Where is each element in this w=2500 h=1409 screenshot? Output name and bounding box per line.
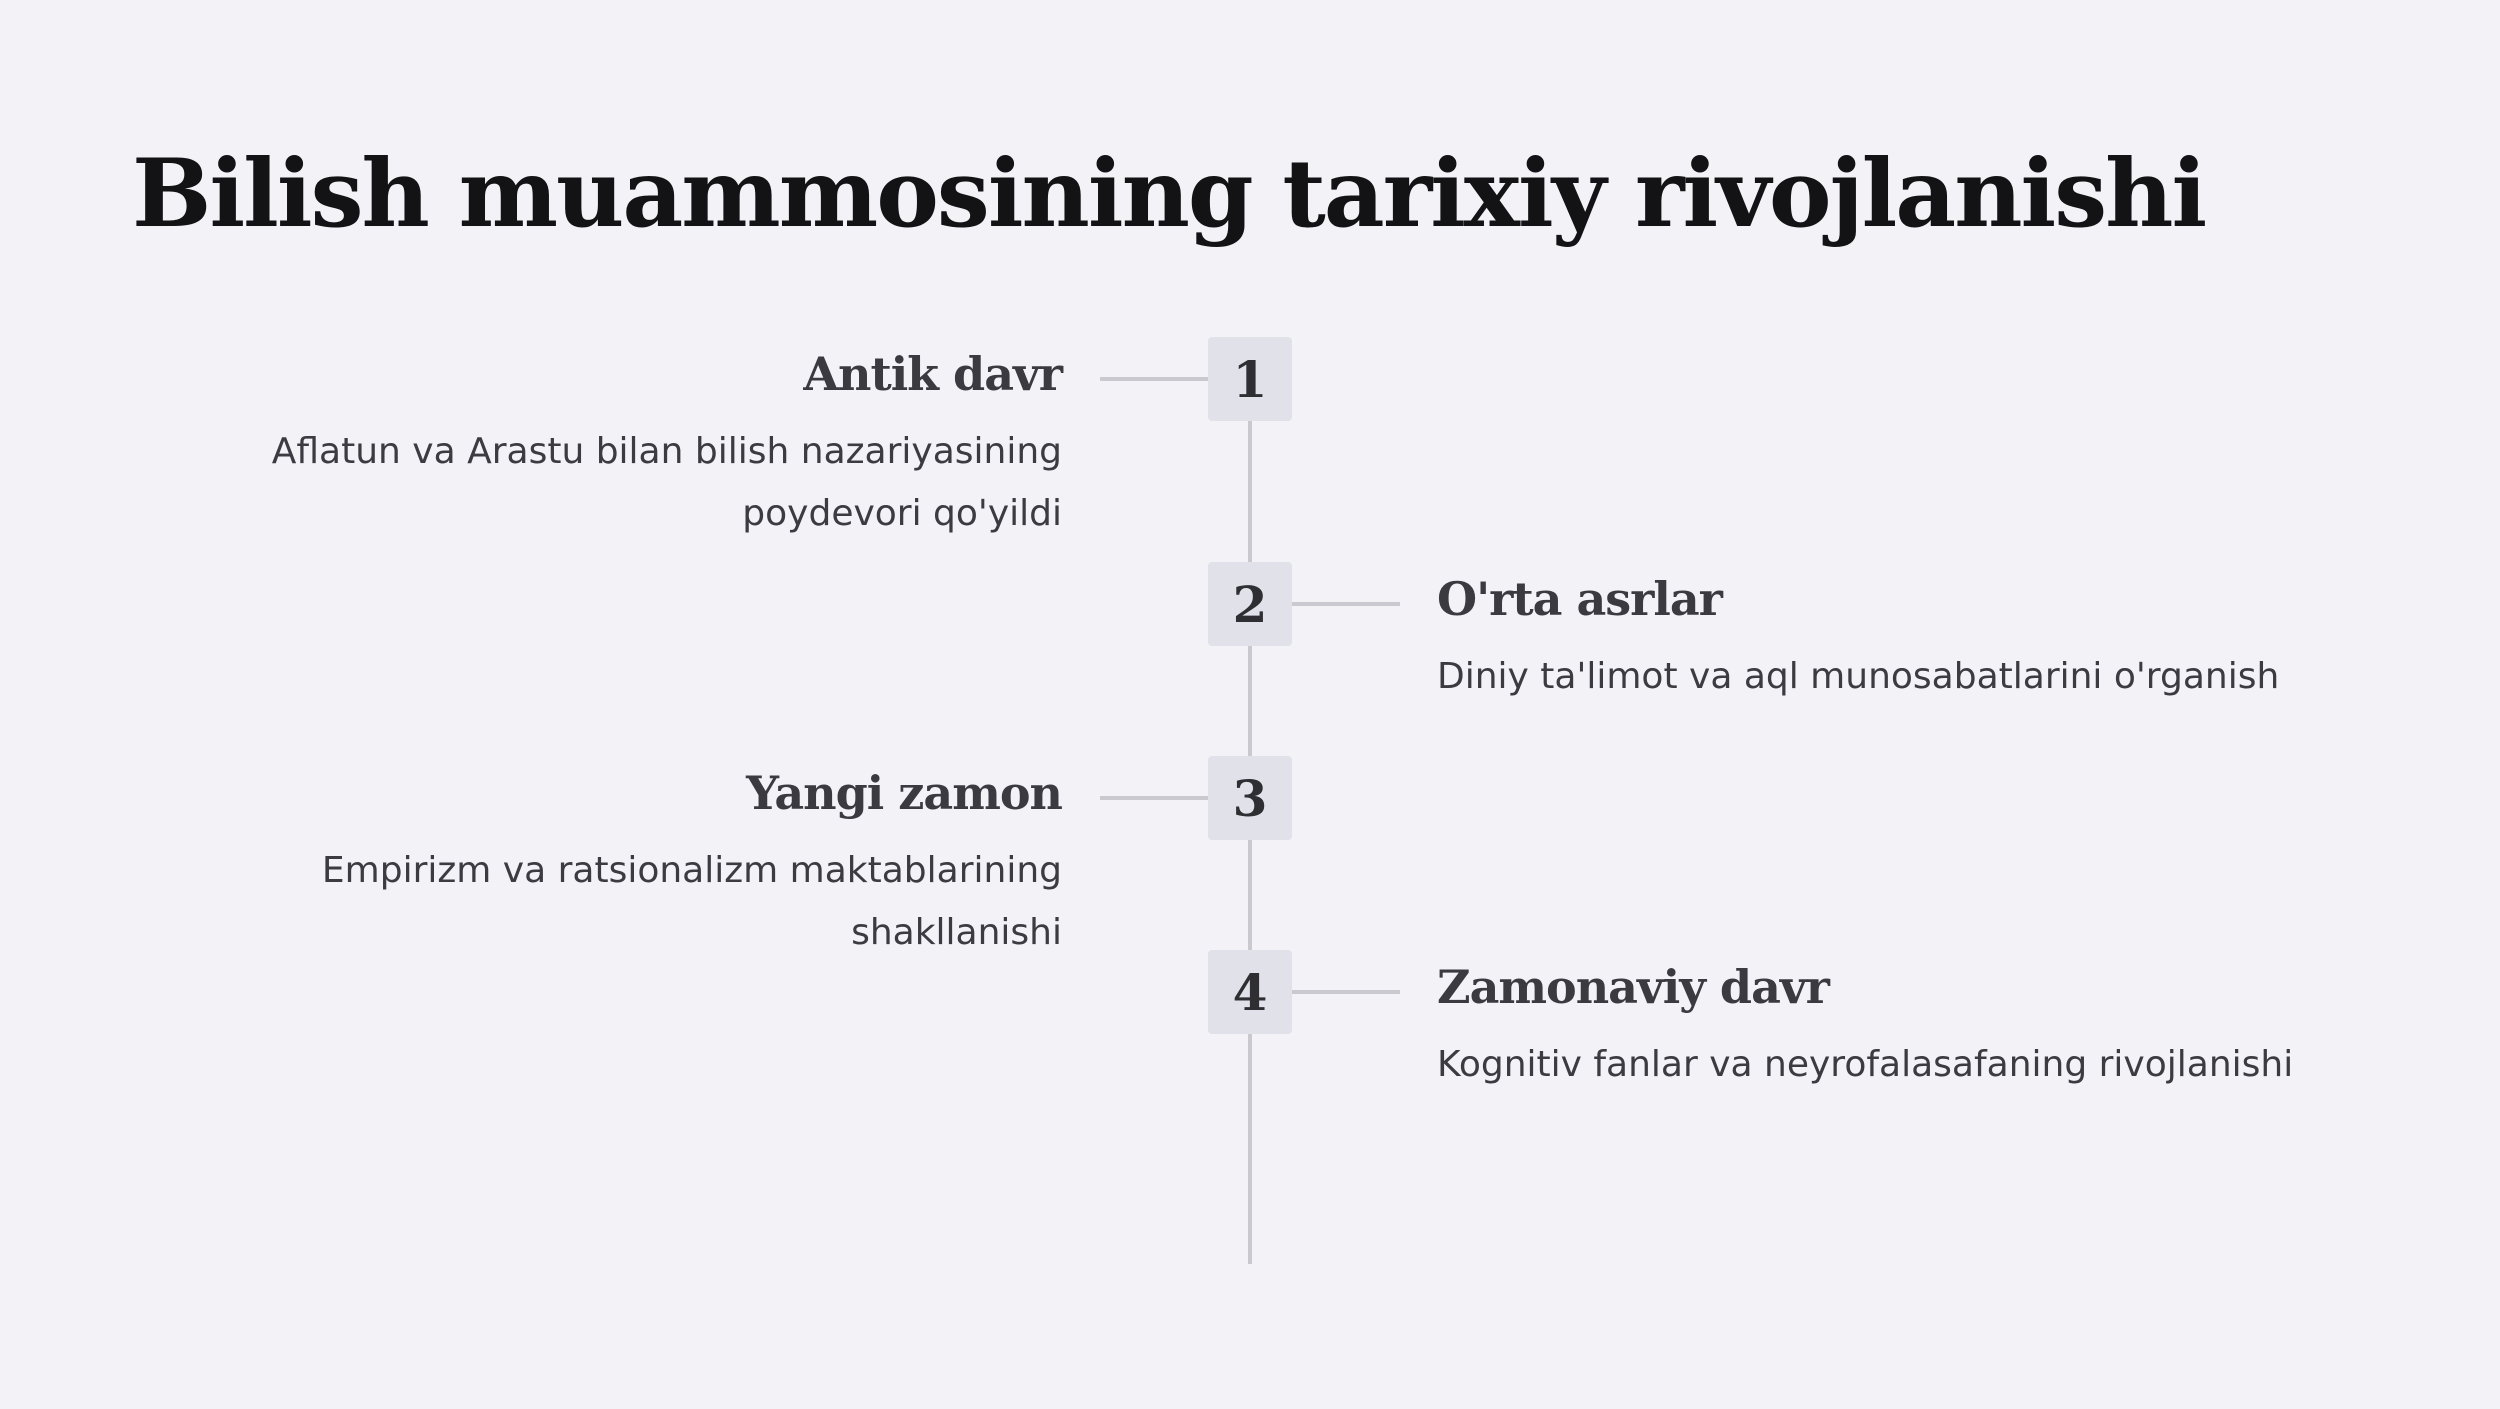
step-number-1: 1 bbox=[1208, 337, 1292, 421]
timeline-item-title: Zamonaviy davr bbox=[1437, 960, 1829, 1014]
connector-3 bbox=[1100, 796, 1208, 800]
timeline-item-title: O'rta asrlar bbox=[1437, 572, 1722, 626]
connector-1 bbox=[1100, 377, 1208, 381]
timeline-item-title: Antik davr bbox=[803, 347, 1062, 401]
connector-4 bbox=[1292, 990, 1400, 994]
connector-2 bbox=[1292, 602, 1400, 606]
timeline-item-description: Empirizm va ratsionalizm maktablarining shakllanishi bbox=[321, 849, 1062, 953]
page-title: Bilish muammosining tarixiy rivojlanishi bbox=[132, 139, 2206, 249]
timeline-item-description: Kognitiv fanlar va neyrofalasafaning rivojlanishi bbox=[1437, 1043, 2294, 1085]
timeline-item-2 bbox=[1437, 573, 2477, 708]
timeline-item-4 bbox=[1437, 961, 2477, 1096]
timeline-item-description: Diniy ta'limot va aql munosabatlarini o'rganish bbox=[1437, 655, 2280, 697]
timeline-item-3 bbox=[122, 767, 1062, 964]
step-number-2: 2 bbox=[1208, 562, 1292, 646]
timeline-item-description: Aflatun va Arastu bilan bilish nazariyasining poydevori qo'yildi bbox=[271, 430, 1062, 534]
timeline-item-title: Yangi zamon bbox=[746, 766, 1062, 820]
step-number-3: 3 bbox=[1208, 756, 1292, 840]
step-number-4: 4 bbox=[1208, 950, 1292, 1034]
timeline-item-1 bbox=[122, 348, 1062, 545]
